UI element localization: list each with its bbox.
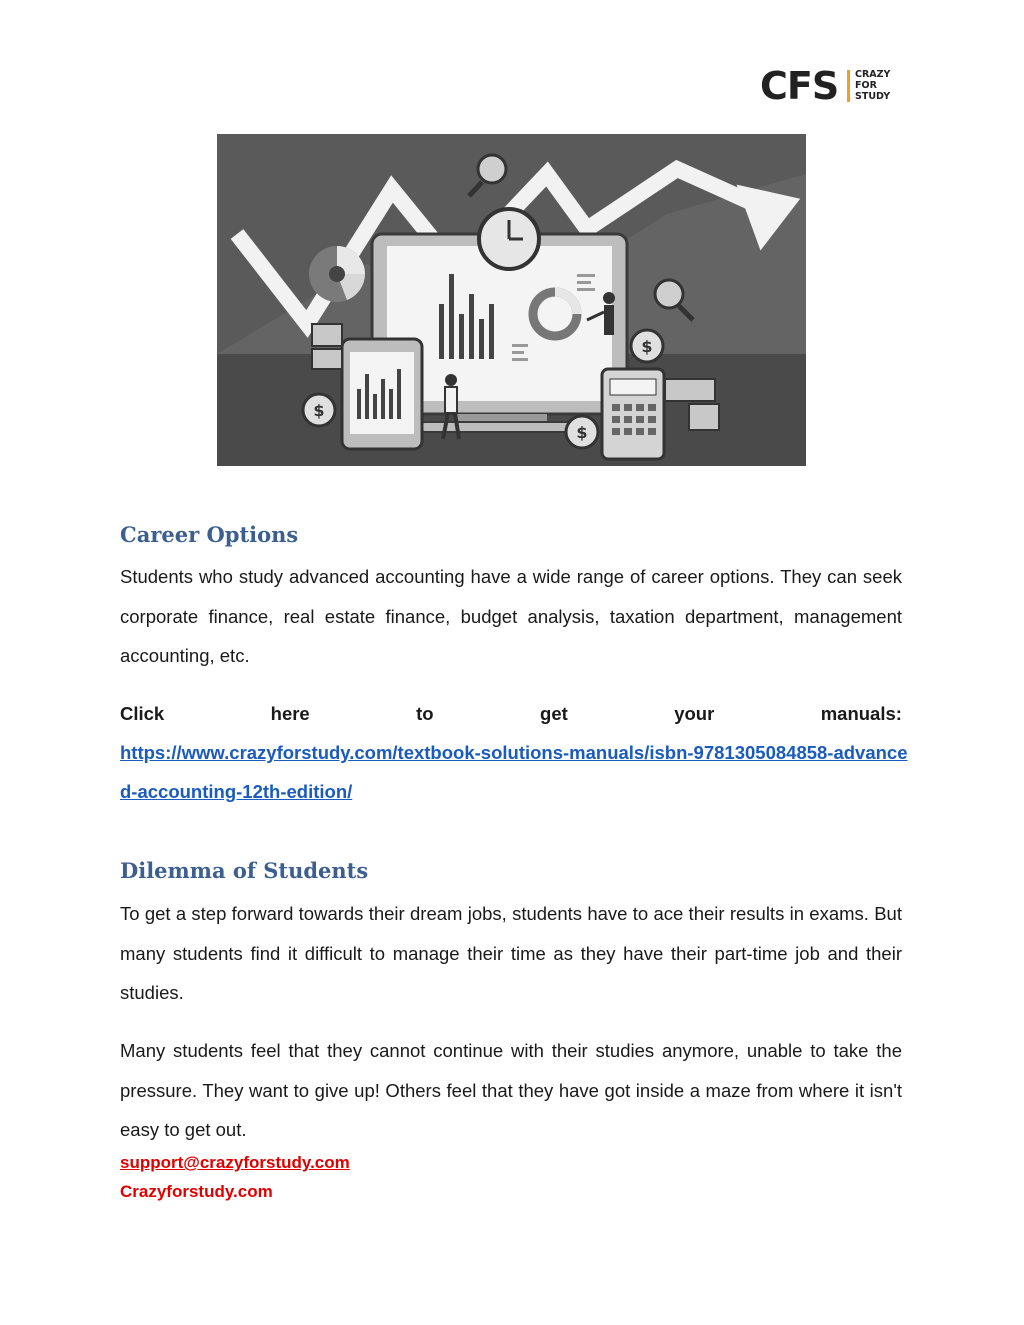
section-heading-career-options: Career Options bbox=[120, 522, 299, 547]
site-name: Crazyforstudy.com bbox=[120, 1182, 273, 1201]
svg-text:$: $ bbox=[313, 401, 325, 420]
manuals-link[interactable]: https://www.crazyforstudy.com/textbook-solutions-manuals/isbn-9781305084858-advanced-accounting-12th-edition/ bbox=[120, 742, 908, 802]
section-heading-dilemma-of-students: Dilemma of Students bbox=[120, 858, 369, 883]
dilemma-paragraph-2: Many students feel that they cannot continue with their studies anymore, unable to take the pressure. They want to give up! Others feel that they have got inside a maze from where it isn't easy to get out. bbox=[120, 1040, 902, 1140]
cta-word: manuals: bbox=[820, 703, 902, 724]
support-email-link[interactable]: support@crazyforstudy.com bbox=[120, 1153, 350, 1172]
career-options-paragraph: Students who study advanced accounting have a wide range of career options. They can seek corporate finance, real estate finance, budget analysis, taxation department, management accounting, etc. bbox=[120, 566, 902, 666]
logo-text bbox=[855, 69, 890, 102]
svg-text:$: $ bbox=[641, 337, 653, 356]
svg-text:$: $ bbox=[576, 423, 588, 442]
cta-word: to bbox=[416, 703, 434, 724]
dilemma-paragraph-1: To get a step forward towards their dream jobs, students have to ace their results in exams. But many students find it difficult to manage their time as they have their part-time job and their studies. bbox=[120, 903, 902, 1003]
logo-text-line: STUDY bbox=[855, 91, 891, 102]
accounting-analytics-illustration-icon bbox=[217, 134, 806, 466]
manuals-call-to-action bbox=[120, 694, 902, 733]
logo-mark: CFS bbox=[760, 64, 839, 108]
logo-text-line: FOR bbox=[855, 80, 877, 91]
cta-word: your bbox=[674, 703, 715, 724]
cta-word: here bbox=[270, 703, 310, 724]
logo-divider bbox=[847, 70, 850, 102]
brand-logo bbox=[760, 66, 900, 106]
logo-text-line: CRAZY bbox=[855, 69, 891, 80]
cta-word: Click bbox=[120, 703, 165, 724]
cta-word: get bbox=[540, 703, 568, 724]
